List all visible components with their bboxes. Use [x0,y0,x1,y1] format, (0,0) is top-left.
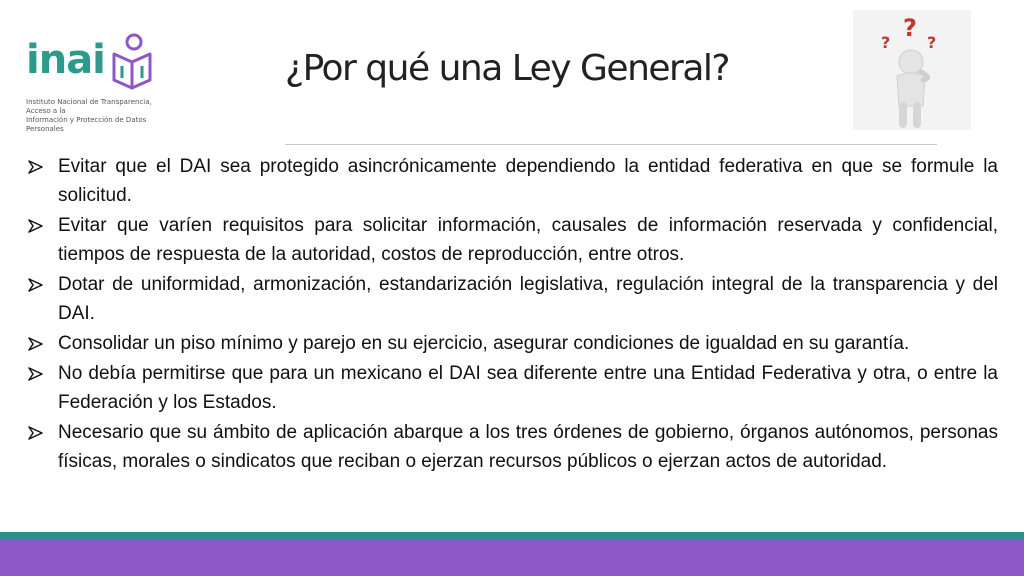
bullet-item [28,211,998,269]
bullet-text: Dotar de uniformidad, armonización, estandarización legislativa, regulación integral de la transparencia y del DAI. [58,274,998,324]
arrow-bullet-icon [28,367,44,381]
arrow-bullet-icon [28,219,44,233]
logo-subtitle-line2: Información y Protección de Datos Personales [26,116,147,133]
arrow-bullet-icon [28,426,44,440]
footer-purple-bar [0,540,1024,576]
bullet-text: Evitar que varíen requisitos para solicitar información, causales de información reservada y confidencial, tiempos de respuesta de la autoridad, costos de reproducción, entre otros. [58,215,998,265]
footer-teal-bar [0,532,1024,540]
bullet-item [28,329,998,358]
bullet-text: Evitar que el DAI sea protegido asincrónicamente dependiendo la entidad federativa en que se formule la solicitud. [58,156,998,206]
bullet-item [28,270,998,328]
bullet-text: No debía permitirse que para un mexicano el DAI sea diferente entre una Entidad Federativa y otra, o entre la Federación y los Estados. [58,363,998,413]
svg-text:?: ? [881,33,891,52]
bullet-content [28,152,998,477]
bullet-text: Necesario que su ámbito de aplicación abarque a los tres órdenes de gobierno, órganos autónomos, personas físicas, morales o sindicatos que reciban o ejerzan recursos públicos o ejerzan actos de autoridad. [58,422,998,472]
logo-book-person-icon [108,32,156,92]
arrow-bullet-icon [28,160,44,174]
title-divider [285,144,937,145]
svg-text:?: ? [927,33,937,52]
inai-logo [24,32,164,133]
arrow-bullet-icon [28,337,44,351]
logo-subtitle-line1: Instituto Nacional de Transparencia, Acceso a la [26,98,152,115]
arrow-bullet-icon [28,278,44,292]
bullet-list [28,152,998,476]
bullet-item [28,359,998,417]
logo-subtitle [26,98,166,134]
bullet-item [28,418,998,476]
logo-wordmark: inai [26,37,105,83]
bullet-text: Consolidar un piso mínimo y parejo en su ejercicio, asegurar condiciones de igualdad en su garantía. [58,333,910,354]
bullet-item [28,152,998,210]
slide-title: ¿Por qué una Ley General? [285,48,729,89]
thinking-person-icon [853,10,971,130]
svg-text:?: ? [903,14,917,42]
